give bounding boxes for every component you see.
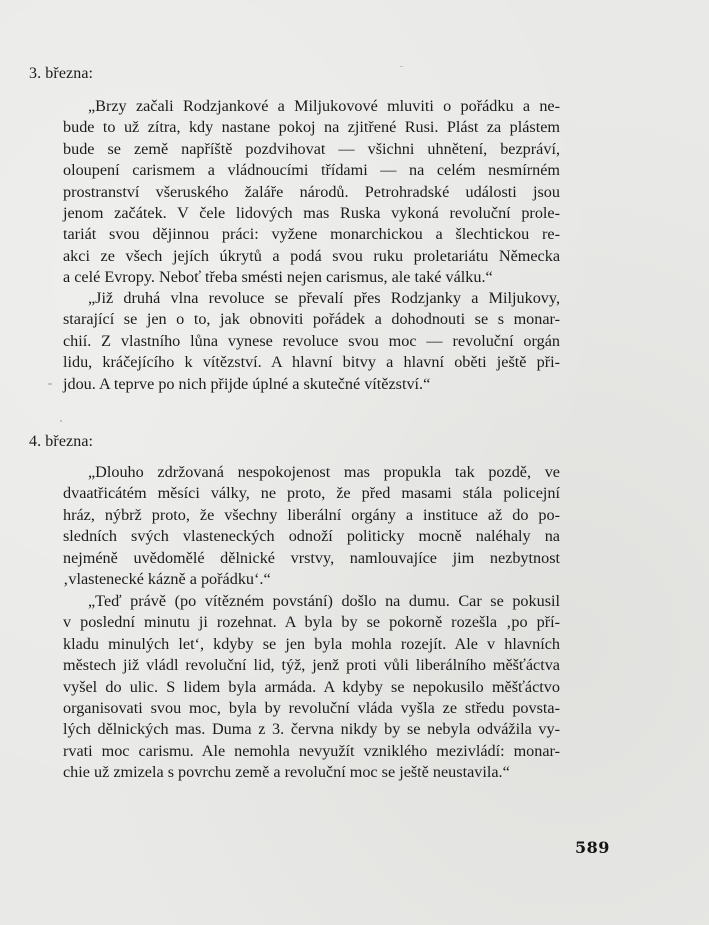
text-line: organisovati svou moc, byla by revoluční vláda vyšla ze středu povsta- xyxy=(63,698,560,717)
text-line: hráz, nýbrž proto, že všechny liberální orgány a instituce až do po- xyxy=(63,505,560,524)
text-line: vyšel do ulic. S lidem byla armáda. A kdyby se nepokusilo měšťáctvo xyxy=(63,677,560,696)
text-line: „Brzy začali Rodzjankové a Miljukovové mluviti o pořádku a ne- xyxy=(88,97,560,115)
text-line: rvati moc carismu. Ale nemohla nevyužít vzniklého mezivládí: monar- xyxy=(63,741,560,760)
text-line: bude to už zítra, kdy nastane pokoj na zjitřené Rusi. Plást za plástem xyxy=(63,118,560,137)
text-line: nejméně uvědomělé dělnické vrstvy, namlouvajíce jim nezbytnost xyxy=(63,548,560,567)
text-line: starající se jen o to, jak obnoviti pořádek a dohodnouti se s monar- xyxy=(63,310,560,329)
text-line: prostranství všeruského žaláře národů. Petrohradské události jsou xyxy=(63,182,560,201)
text-line: lých dělnických mas. Duma z 3. června nikdy by se nebyla odvážila vy- xyxy=(63,720,560,739)
text-line: v poslední minutu ji rozehnat. A byla by se pokorně rozešla ‚po pří- xyxy=(63,613,560,632)
text-line: sledních svých vlasteneckých odnoží politicky mocně naléhaly na xyxy=(63,527,560,546)
text-line: jdou. A teprve po nich přijde úplné a skutečné vítězství.“ xyxy=(63,374,431,393)
text-line: „Teď právě (po vítězném povstání) došlo na dumu. Car se pokusil xyxy=(88,592,560,610)
text-line: oloupení carismem a vládnoucími třídami — na celém nesmírném xyxy=(63,161,560,180)
text-line: lidu, kráčejícího k vítězství. A hlavní bitvy a hlavní oběti ještě při- xyxy=(63,353,560,372)
text-line: chie už zmizela s povrchu země a revoluční moc se ještě neustavila.“ xyxy=(63,763,510,782)
paragraph-march-4-first xyxy=(63,462,560,590)
text-line: tariát svou dějinnou práci: vyžene monarchickou a šlechtickou re- xyxy=(63,225,560,244)
text-line: bude se země napříště pozdvihovat — všichni uhnětení, bezpráví, xyxy=(63,139,560,158)
text-line: akci ze všech jejích úkrytů a podá svou ruku proletariátu Německa xyxy=(63,246,560,265)
text-line: kladu minulých let‘, kdyby se jen byla mohla rozejít. Ale v hlavních xyxy=(63,634,560,653)
paper-speck xyxy=(48,383,52,385)
text-line: jenom začátek. V čele lidových mas Ruska vykoná revoluční prole- xyxy=(63,203,560,222)
section-heading-march-4: 4. března: xyxy=(29,433,94,450)
text-line: „Již druhá vlna revoluce se převalí přes Rodzjanky a Miljukovy, xyxy=(88,289,560,307)
text-line: městech již vládl revoluční lid, týž, jenž proti vůli liberálního měšťáctva xyxy=(63,656,560,675)
paper-speck xyxy=(400,66,403,67)
section-heading-march-3: 3. března: xyxy=(29,65,94,82)
paragraph-march-4-second xyxy=(63,591,560,784)
page-number: 589 xyxy=(575,838,610,857)
text-line: chií. Z vlastního lůna vynese revoluce svou moc — revoluční orgán xyxy=(63,331,560,350)
paragraph-march-3-first xyxy=(63,96,560,289)
paper-speck xyxy=(60,420,62,422)
paragraph-march-3-second xyxy=(63,288,560,395)
text-line: ‚vlastenecké kázně a pořádku‘.“ xyxy=(63,569,271,588)
text-line: dvaatřicátém měsíci války, ne proto, že před masami stála policejní xyxy=(63,484,560,503)
text-line: „Dlouho zdržovaná nespokojenost mas propukla tak pozdě, ve xyxy=(88,463,560,481)
text-line: a celé Evropy. Neboť třeba smésti nejen carismus, ale také válku.“ xyxy=(63,268,493,287)
